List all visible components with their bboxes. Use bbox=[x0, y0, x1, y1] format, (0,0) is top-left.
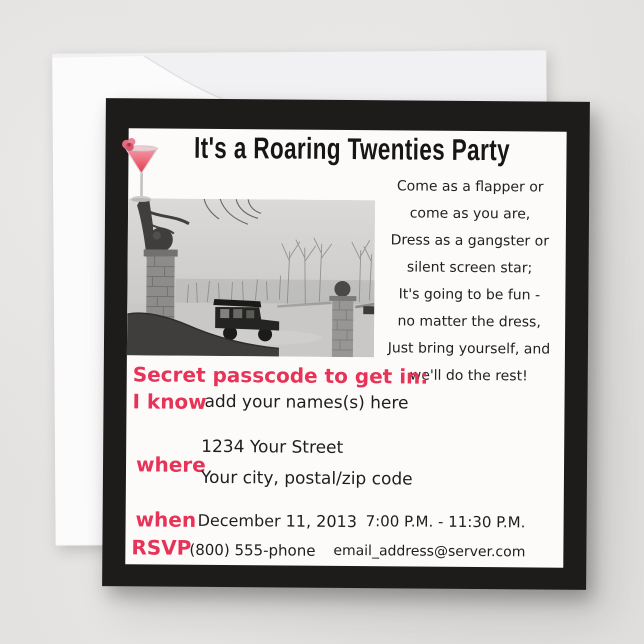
passcode-heading: Secret passcode to get in: bbox=[132, 362, 429, 389]
event-time: 7:00 P.M. - 11:30 P.M. bbox=[365, 512, 526, 532]
street-address: 1234 Your Street bbox=[201, 436, 344, 458]
passcode-prompt: I know bbox=[132, 389, 207, 414]
guest-names-placeholder: add your names(s) here bbox=[204, 391, 409, 414]
invitation-paper bbox=[125, 128, 566, 567]
rsvp-phone: (800) 555-phone bbox=[189, 540, 316, 560]
event-date: December 11, 2013 bbox=[197, 510, 357, 532]
vintage-photo bbox=[127, 198, 375, 357]
city-postal: Your city, postal/zip code bbox=[200, 467, 413, 490]
invitation-title: It's a Roaring Twenties Party bbox=[193, 131, 511, 168]
when-label: when bbox=[135, 507, 197, 532]
cocktail-icon bbox=[119, 136, 162, 204]
rsvp-email: email_address@server.com bbox=[333, 542, 526, 561]
invitation-verse: Come as a flapper or come as you are, Dress as a gangster or silent screen star; It's going to be fun - no matter the dress, Just bring yourself, and we'll do the rest! bbox=[387, 178, 551, 385]
where-label: where bbox=[135, 452, 206, 477]
invitation-card[interactable] bbox=[102, 98, 590, 590]
rsvp-label: RSVP bbox=[131, 535, 192, 560]
